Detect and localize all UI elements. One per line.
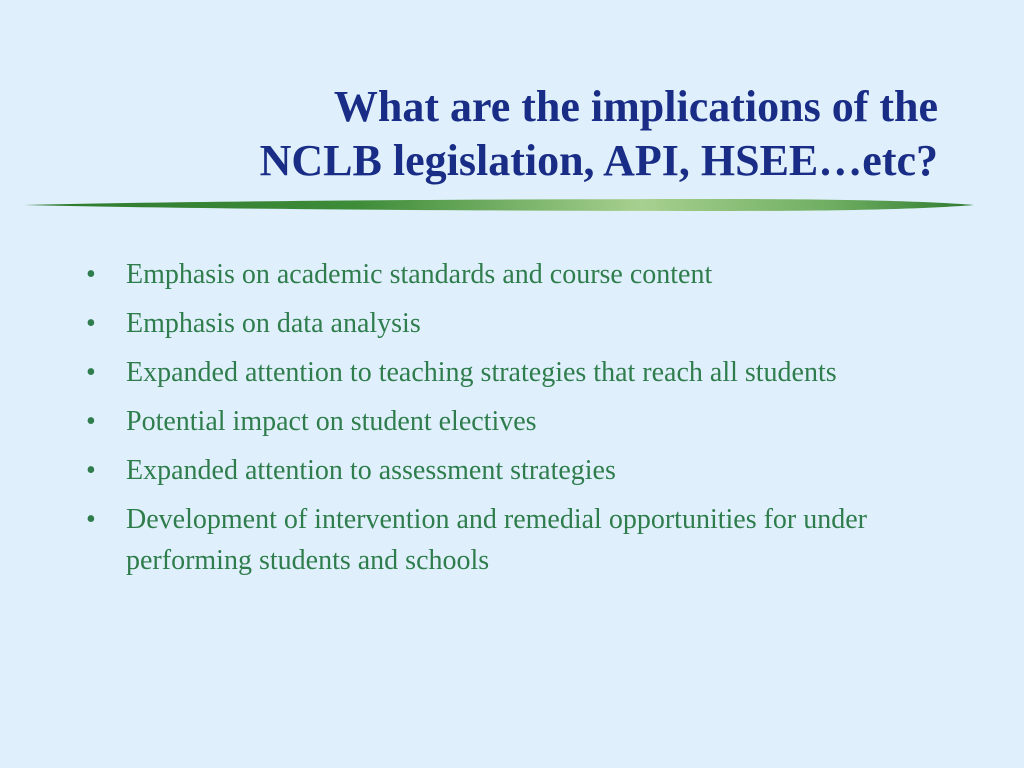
bullet-text: Emphasis on academic standards and course content	[126, 259, 713, 290]
bullet-icon: •	[86, 308, 96, 339]
slide-title-line-2: NCLB legislation, API, HSEE…etc?	[259, 136, 938, 185]
bullet-icon: •	[86, 406, 96, 437]
bullet-item	[86, 352, 926, 393]
bullet-icon: •	[86, 259, 96, 290]
bullet-text: Emphasis on data analysis	[126, 308, 421, 339]
bullet-text: Development of intervention and remedial opportunities for under performing students and schools	[126, 504, 868, 576]
bullet-item	[86, 401, 926, 442]
bullet-item	[86, 499, 926, 581]
title-divider-line	[24, 196, 974, 214]
bullet-item	[86, 450, 926, 491]
bullet-text: Potential impact on student electives	[126, 406, 537, 437]
bullet-item	[86, 254, 926, 295]
bullet-item	[86, 303, 926, 344]
slide-title	[80, 80, 938, 188]
bullet-icon: •	[86, 504, 96, 535]
bullet-text: Expanded attention to teaching strategies that reach all students	[126, 357, 837, 388]
bullet-text: Expanded attention to assessment strategies	[126, 455, 616, 486]
bullet-icon: •	[86, 455, 96, 486]
slide-title-line-1: What are the implications of the	[333, 82, 938, 131]
bullet-list	[86, 254, 926, 589]
bullet-icon: •	[86, 357, 96, 388]
